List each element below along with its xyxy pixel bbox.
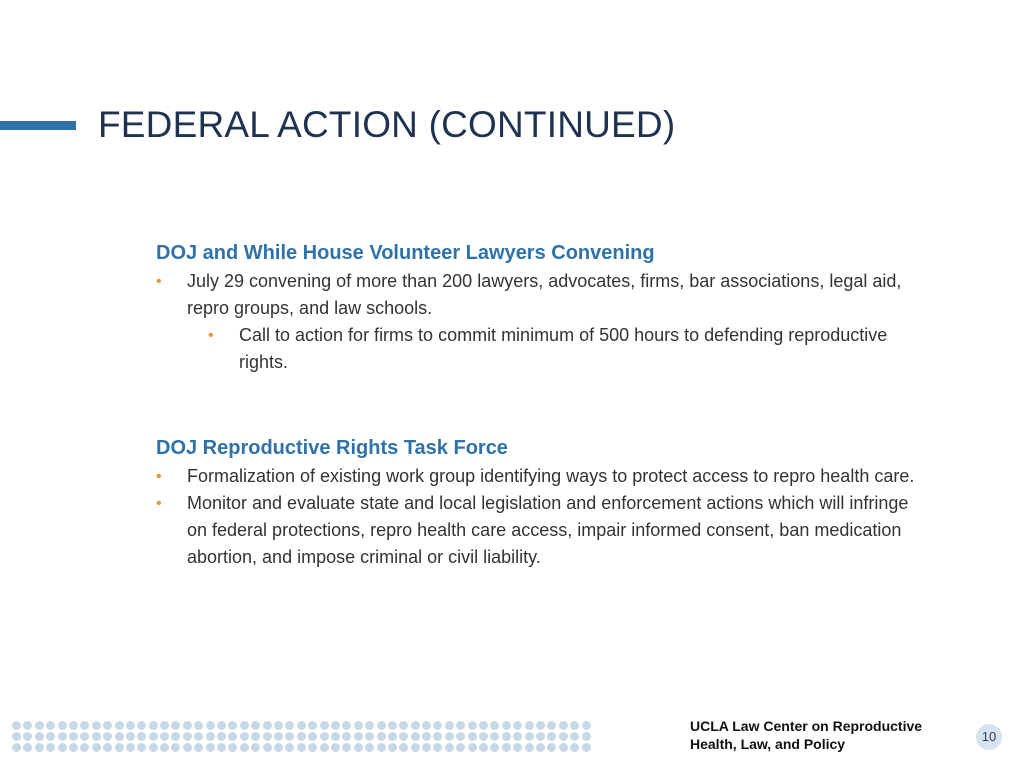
pattern-dot — [217, 743, 226, 752]
pattern-dot — [35, 721, 44, 730]
pattern-dot — [160, 721, 169, 730]
pattern-dot — [160, 743, 169, 752]
pattern-dot — [69, 721, 78, 730]
bullet-list — [156, 463, 956, 571]
pattern-dot — [377, 732, 386, 741]
pattern-dot — [513, 721, 522, 730]
pattern-dot — [354, 732, 363, 741]
pattern-dot — [297, 743, 306, 752]
pattern-dot — [126, 743, 135, 752]
pattern-dot — [23, 743, 32, 752]
pattern-dot — [456, 743, 465, 752]
slide-title: FEDERAL ACTION (CONTINUED) — [98, 104, 676, 145]
pattern-dot — [149, 732, 158, 741]
pattern-dot — [490, 732, 499, 741]
pattern-dot — [559, 721, 568, 730]
bullet-dot-icon: • — [208, 327, 214, 344]
pattern-dot — [399, 721, 408, 730]
decorative-dot-pattern — [12, 721, 594, 753]
pattern-dot — [80, 743, 89, 752]
pattern-dot — [160, 732, 169, 741]
pattern-dot — [513, 743, 522, 752]
pattern-dot — [388, 743, 397, 752]
pattern-dot — [217, 721, 226, 730]
pattern-dot — [263, 732, 272, 741]
pattern-dot — [12, 721, 21, 730]
bullet-item — [156, 463, 927, 490]
pattern-dot — [377, 721, 386, 730]
pattern-dot — [194, 743, 203, 752]
pattern-dot — [570, 743, 579, 752]
pattern-dot — [547, 732, 556, 741]
pattern-dot — [513, 732, 522, 741]
pattern-dot — [274, 721, 283, 730]
pattern-dot — [103, 721, 112, 730]
bullet-text: July 29 convening of more than 200 lawyers, advocates, firms, bar associations, legal aid, repro groups, and law schools. — [187, 271, 902, 318]
pattern-dot — [274, 732, 283, 741]
pattern-dot — [433, 732, 442, 741]
pattern-dot — [525, 721, 534, 730]
pattern-dot — [490, 743, 499, 752]
pattern-dot — [69, 732, 78, 741]
pattern-dot — [399, 732, 408, 741]
pattern-dot — [342, 721, 351, 730]
pattern-dot — [46, 721, 55, 730]
bullet-dot-icon: • — [156, 468, 162, 485]
pattern-dot — [206, 732, 215, 741]
pattern-dot — [433, 721, 442, 730]
pattern-dot — [92, 732, 101, 741]
pattern-dot — [228, 732, 237, 741]
pattern-dot — [58, 732, 67, 741]
pattern-dot — [149, 743, 158, 752]
pattern-dot — [263, 743, 272, 752]
pattern-dot — [297, 721, 306, 730]
pattern-dot — [490, 721, 499, 730]
pattern-dot — [582, 743, 591, 752]
pattern-dot — [331, 721, 340, 730]
pattern-dot — [285, 743, 294, 752]
page-number-badge: 10 — [976, 724, 1002, 750]
sub-bullet-item — [156, 322, 939, 376]
pattern-dot — [251, 732, 260, 741]
pattern-dot — [342, 743, 351, 752]
pattern-dot — [206, 721, 215, 730]
pattern-dot — [445, 732, 454, 741]
pattern-dot — [354, 743, 363, 752]
pattern-dot — [12, 732, 21, 741]
pattern-dot — [126, 721, 135, 730]
pattern-dot — [46, 743, 55, 752]
pattern-dot — [137, 721, 146, 730]
pattern-dot — [35, 732, 44, 741]
pattern-dot — [331, 732, 340, 741]
title-accent-bar — [0, 121, 76, 130]
pattern-dot — [456, 732, 465, 741]
pattern-dot — [445, 743, 454, 752]
pattern-dot — [502, 721, 511, 730]
pattern-dot — [536, 732, 545, 741]
sub-bullet-text: Call to action for firms to commit minimum of 500 hours to defending reproductive rights. — [239, 325, 888, 372]
pattern-dot — [559, 732, 568, 741]
pattern-dot — [274, 743, 283, 752]
pattern-dot — [411, 743, 420, 752]
pattern-dot — [342, 732, 351, 741]
pattern-dot — [445, 721, 454, 730]
pattern-dot — [240, 732, 249, 741]
pattern-dot — [388, 721, 397, 730]
pattern-dot — [365, 743, 374, 752]
pattern-dot — [308, 732, 317, 741]
pattern-dot — [251, 743, 260, 752]
pattern-dot — [46, 732, 55, 741]
bullet-list — [156, 268, 956, 376]
pattern-dot — [502, 743, 511, 752]
pattern-dot — [263, 721, 272, 730]
pattern-dot — [582, 732, 591, 741]
pattern-dot — [23, 732, 32, 741]
pattern-dot — [411, 721, 420, 730]
pattern-dot — [183, 743, 192, 752]
pattern-dot — [422, 732, 431, 741]
pattern-dot — [422, 743, 431, 752]
pattern-dot — [69, 743, 78, 752]
pattern-dot — [80, 732, 89, 741]
pattern-dot — [422, 721, 431, 730]
pattern-dot — [468, 721, 477, 730]
section-task-force — [156, 435, 956, 571]
section-volunteer-lawyers — [156, 240, 956, 376]
section-heading: DOJ Reproductive Rights Task Force — [156, 437, 508, 459]
bullet-item — [156, 268, 927, 322]
pattern-dot — [115, 743, 124, 752]
pattern-dot — [137, 743, 146, 752]
pattern-dot — [559, 743, 568, 752]
pattern-dot — [171, 732, 180, 741]
pattern-dot — [331, 743, 340, 752]
pattern-dot — [502, 732, 511, 741]
pattern-dot — [468, 743, 477, 752]
bullet-text: Monitor and evaluate state and local legislation and enforcement actions which will infringe on federal protections, repro health care access, impair informed consent, ban medication abortion, and impose criminal or civil liability. — [187, 493, 909, 567]
pattern-dot — [399, 743, 408, 752]
pattern-dot — [35, 743, 44, 752]
pattern-dot — [228, 743, 237, 752]
pattern-dot — [308, 743, 317, 752]
bullet-text: Formalization of existing work group identifying ways to protect access to repro health care. — [187, 466, 915, 486]
pattern-dot — [479, 732, 488, 741]
pattern-dot — [92, 743, 101, 752]
pattern-dot — [456, 721, 465, 730]
pattern-dot — [320, 721, 329, 730]
pattern-dot — [536, 721, 545, 730]
pattern-dot — [240, 743, 249, 752]
pattern-dot — [285, 721, 294, 730]
pattern-dot — [115, 732, 124, 741]
pattern-dot — [228, 721, 237, 730]
pattern-dot — [92, 721, 101, 730]
pattern-dot — [320, 743, 329, 752]
pattern-dot — [103, 743, 112, 752]
pattern-dot — [58, 721, 67, 730]
pattern-dot — [206, 743, 215, 752]
bullet-dot-icon: • — [156, 273, 162, 290]
pattern-dot — [570, 732, 579, 741]
pattern-dot — [183, 721, 192, 730]
pattern-dot — [479, 721, 488, 730]
pattern-dot — [525, 743, 534, 752]
pattern-dot — [183, 732, 192, 741]
pattern-dot — [23, 721, 32, 730]
pattern-dot — [320, 732, 329, 741]
pattern-dot — [377, 743, 386, 752]
pattern-dot — [240, 721, 249, 730]
pattern-dot — [547, 721, 556, 730]
pattern-dot — [479, 743, 488, 752]
pattern-dot — [547, 743, 556, 752]
pattern-dot — [536, 743, 545, 752]
pattern-dot — [354, 721, 363, 730]
pattern-dot — [171, 721, 180, 730]
pattern-dot — [217, 732, 226, 741]
pattern-dot — [103, 732, 112, 741]
bullet-dot-icon: • — [156, 495, 162, 512]
pattern-dot — [149, 721, 158, 730]
pattern-dot — [525, 732, 534, 741]
pattern-dot — [137, 732, 146, 741]
pattern-dot — [171, 743, 180, 752]
pattern-dot — [194, 732, 203, 741]
pattern-dot — [308, 721, 317, 730]
pattern-dot — [12, 743, 21, 752]
section-heading: DOJ and While House Volunteer Lawyers Convening — [156, 242, 655, 264]
pattern-dot — [570, 721, 579, 730]
pattern-dot — [297, 732, 306, 741]
pattern-dot — [468, 732, 477, 741]
pattern-dot — [285, 732, 294, 741]
pattern-dot — [365, 721, 374, 730]
pattern-dot — [365, 732, 374, 741]
pattern-dot — [388, 732, 397, 741]
pattern-dot — [411, 732, 420, 741]
footer-organization: UCLA Law Center on Reproductive Health, Law, and Policy — [690, 718, 923, 752]
pattern-dot — [194, 721, 203, 730]
pattern-dot — [115, 721, 124, 730]
pattern-dot — [251, 721, 260, 730]
bullet-item — [156, 490, 927, 571]
pattern-dot — [126, 732, 135, 741]
pattern-dot — [433, 743, 442, 752]
pattern-dot — [582, 721, 591, 730]
pattern-dot — [80, 721, 89, 730]
pattern-dot — [58, 743, 67, 752]
